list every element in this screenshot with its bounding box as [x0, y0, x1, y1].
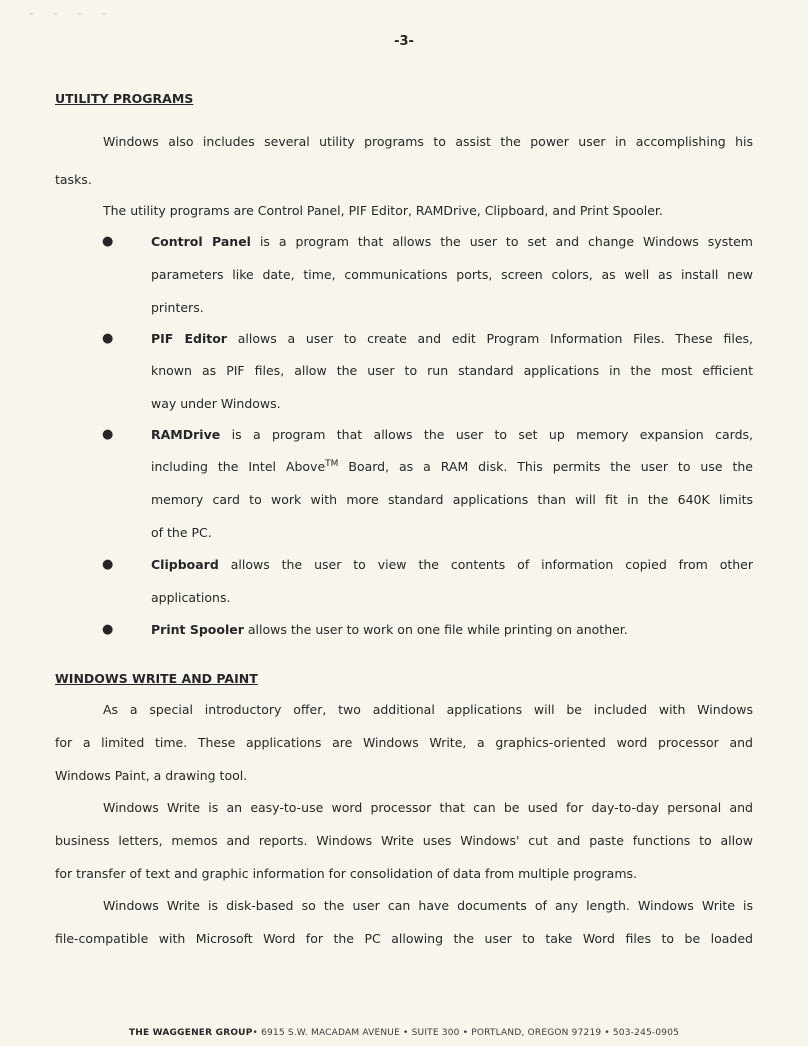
paragraph-3-line-2: file-compatible with Microsoft Word for the PC allowing the user to take Word files to be loaded	[55, 931, 753, 946]
paragraph-1-line-2: for a limited time. These applications are Windows Write, a graphics-oriented word processor and	[55, 735, 753, 750]
footer-address: • 6915 S.W. MACADAM AVENUE • SUITE 300 • PORTLAND, OREGON 97219 • 503-245-0905	[252, 1028, 680, 1038]
section-heading-windows-write-and-paint: WINDOWS WRITE AND PAINT	[55, 671, 258, 686]
paragraph-2-line-2: business letters, memos and reports. Windows Write uses Windows' cut and paste functions to allow	[55, 833, 753, 848]
bullet-pif-editor-line-3: way under Windows.	[151, 396, 281, 411]
page-number: -3-	[394, 34, 414, 49]
bullet-control-panel-line-3: printers.	[151, 300, 204, 315]
corner-marks: - - - -	[30, 9, 115, 19]
bullet-icon: ●	[102, 427, 114, 442]
bullet-ramdrive-line-4: of the PC.	[151, 525, 212, 540]
letterhead-footer	[0, 1025, 808, 1041]
paragraph-1-line-1: As a special introductory offer, two additional applications will be included with Windows	[103, 702, 753, 717]
bullet-icon: ●	[102, 234, 114, 249]
paragraph-3-line-1: Windows Write is disk-based so the user can have documents of any length. Windows Write is	[103, 898, 753, 913]
paragraph-2-line-3: for transfer of text and graphic information for consolidation of data from multiple programs.	[55, 866, 637, 881]
term-print-spooler: Print Spooler	[151, 622, 244, 637]
intro-line-2: tasks.	[55, 172, 92, 187]
trademark-superscript: TM	[325, 458, 339, 469]
paragraph-2-line-1: Windows Write is an easy-to-use word processor that can be used for day-to-day personal and	[103, 800, 753, 815]
paragraph-1-line-3: Windows Paint, a drawing tool.	[55, 768, 248, 783]
bullet-icon: ●	[102, 557, 114, 572]
bullet-pif-editor-line-2: known as PIF files, allow the user to run standard applications in the most efficient	[151, 363, 753, 378]
term-control-panel: Control Panel	[151, 234, 251, 249]
bullet-icon: ●	[102, 331, 114, 346]
bullet-control-panel-line-2: parameters like date, time, communications ports, screen colors, as well as install new	[151, 267, 753, 282]
bullet-clipboard-line-2: applications.	[151, 590, 231, 605]
term-pif-editor: PIF Editor	[151, 331, 227, 346]
term-ramdrive: RAMDrive	[151, 427, 221, 442]
section-heading-utility-programs: UTILITY PROGRAMS	[55, 91, 194, 106]
bullet-ramdrive-line-2: including the Intel Above™ Board, as a RAM disk. This permits the user to use the	[151, 458, 753, 474]
bullet-clipboard-line-1: Clipboard allows the user to view the contents of information copied from other	[151, 557, 754, 572]
bullet-pif-editor-line-1: PIF Editor allows a user to create and edit Program Information Files. These files,	[151, 331, 753, 346]
footer-firm-name: THE WAGGENER GROUP	[128, 1028, 253, 1038]
bullet-ramdrive-line-3: memory card to work with more standard applications than will fit in the 640K limits	[151, 492, 753, 507]
utility-list-intro: The utility programs are Control Panel, PIF Editor, RAMDrive, Clipboard, and Print Spooler.	[103, 203, 663, 218]
bullet-print-spooler-line-1: Print Spooler allows the user to work on one file while printing on another.	[151, 622, 628, 637]
bullet-ramdrive-line-1: RAMDrive is a program that allows the user to set up memory expansion cards,	[151, 427, 753, 442]
term-clipboard: Clipboard	[151, 557, 219, 572]
bullet-icon: ●	[102, 622, 114, 637]
bullet-control-panel-line-1: Control Panel is a program that allows the user to set and change Windows system	[151, 234, 753, 249]
intro-line-1: Windows also includes several utility programs to assist the power user in accomplishing his	[103, 134, 753, 149]
